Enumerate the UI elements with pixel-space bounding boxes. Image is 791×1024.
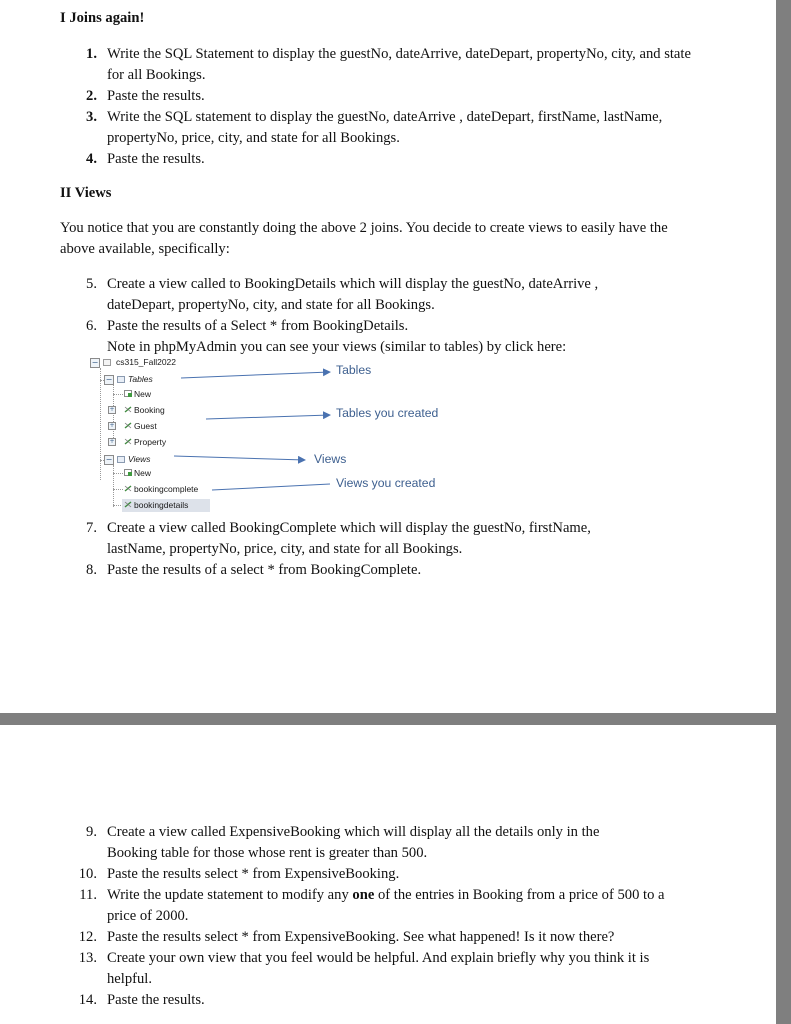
tree-table-booking[interactable]: Booking — [134, 405, 165, 415]
list-item: Write the SQL Statement to display the guestNo, dateArrive, dateDepart, propertyNo, city, and state for all Bookings. — [107, 46, 691, 83]
tree-table-property[interactable]: Property — [134, 437, 167, 447]
note-text: Note in phpMyAdmin you can see your views (similar to tables) by click here: — [107, 339, 567, 355]
item-number: 1. — [86, 46, 97, 62]
item-number: 3. — [86, 109, 97, 125]
tree-tables-node[interactable]: Tables — [128, 374, 153, 384]
right-gutter — [776, 0, 791, 1024]
item-number: 14. — [78, 992, 97, 1008]
tree-new-view[interactable]: New — [134, 468, 152, 478]
emphasis-one: one — [352, 887, 375, 903]
list-item: Paste the results select * from ExpensiveBooking. See what happened! Is it now there? — [107, 929, 615, 945]
item-number: 13. — [78, 950, 97, 966]
tree-db-name[interactable]: cs315_Fall2022 — [116, 357, 177, 367]
expand-toggle[interactable]: + — [109, 406, 115, 413]
list-item: Create a view called ExpensiveBooking which will display all the details only in the Booking table for those whose rent is greater than 500. — [107, 824, 600, 861]
list-item: Paste the results of a Select * from BookingDetails. — [107, 318, 409, 334]
item-text-part: Write the update statement to modify any — [107, 887, 353, 903]
arrow-views — [174, 456, 305, 460]
callout-views: Views — [314, 452, 347, 466]
intro-paragraph: You notice that you are constantly doing the above 2 joins. You decide to create views to easily have the above available, specifically: — [60, 220, 668, 257]
collapse-toggle[interactable]: − — [91, 358, 99, 367]
section-heading-joins: I Joins again! — [60, 10, 145, 26]
item-number: 7. — [86, 520, 97, 536]
list-item: Create your own view that you feel would be helpful. And explain briefly why you think it is helpful. — [107, 950, 650, 987]
list-item — [107, 885, 667, 927]
item-number: 6. — [86, 318, 97, 334]
callout-tables: Tables — [336, 363, 372, 377]
section-heading-views: II Views — [60, 185, 112, 201]
tree-table-guest[interactable]: Guest — [134, 421, 157, 431]
item-number: 4. — [86, 151, 97, 167]
item-number: 11. — [79, 887, 97, 903]
document-page-2 — [0, 725, 776, 1024]
item-number: 10. — [78, 866, 97, 882]
list-item: Paste the results. — [107, 992, 205, 1008]
tree-view-bookingcomplete[interactable]: bookingcomplete — [134, 484, 199, 494]
expand-toggle[interactable]: + — [109, 422, 115, 429]
item-number: 12. — [78, 929, 97, 945]
arrow-tables — [181, 372, 330, 378]
list-item: Create a view called BookingComplete which will display the guestNo, firstName, lastName, propertyNo, price, city, and state for all Bookings. — [107, 520, 591, 557]
callout-views-created: Views you created — [336, 476, 436, 490]
list-item: Write the SQL statement to display the guestNo, dateArrive , dateDepart, firstName, lastName, propertyNo, price, city, and state for all Bookings. — [107, 109, 663, 146]
list-item: Paste the results. — [107, 88, 205, 104]
tree-new-table[interactable]: New — [134, 389, 152, 399]
item-number: 9. — [86, 824, 97, 840]
tree-views-node[interactable]: Views — [128, 454, 151, 464]
collapse-toggle[interactable]: − — [105, 455, 113, 464]
arrow-tables-created — [206, 415, 330, 419]
item-text-part: of the entries in Booking from a price of 500 to a price of 2000. — [107, 887, 665, 924]
page-separator — [0, 713, 776, 725]
tree-view-bookingdetails[interactable]: bookingdetails — [134, 500, 189, 510]
arrow-views-created — [212, 484, 330, 490]
item-number: 2. — [86, 88, 97, 104]
list-item: Create a view called to BookingDetails which will display the guestNo, dateArrive , dateDepart, propertyNo, city, and state for all Bookings. — [107, 276, 599, 313]
callout-tables-created: Tables you created — [336, 406, 439, 420]
expand-toggle[interactable]: + — [109, 438, 115, 445]
list-item: Paste the results select * from ExpensiveBooking. — [107, 866, 400, 882]
item-number: 5. — [86, 276, 97, 292]
list-item: Paste the results. — [107, 151, 205, 167]
list-item: Paste the results of a select * from BookingComplete. — [107, 562, 422, 578]
item-number: 8. — [86, 562, 97, 578]
collapse-toggle[interactable]: − — [105, 375, 113, 384]
